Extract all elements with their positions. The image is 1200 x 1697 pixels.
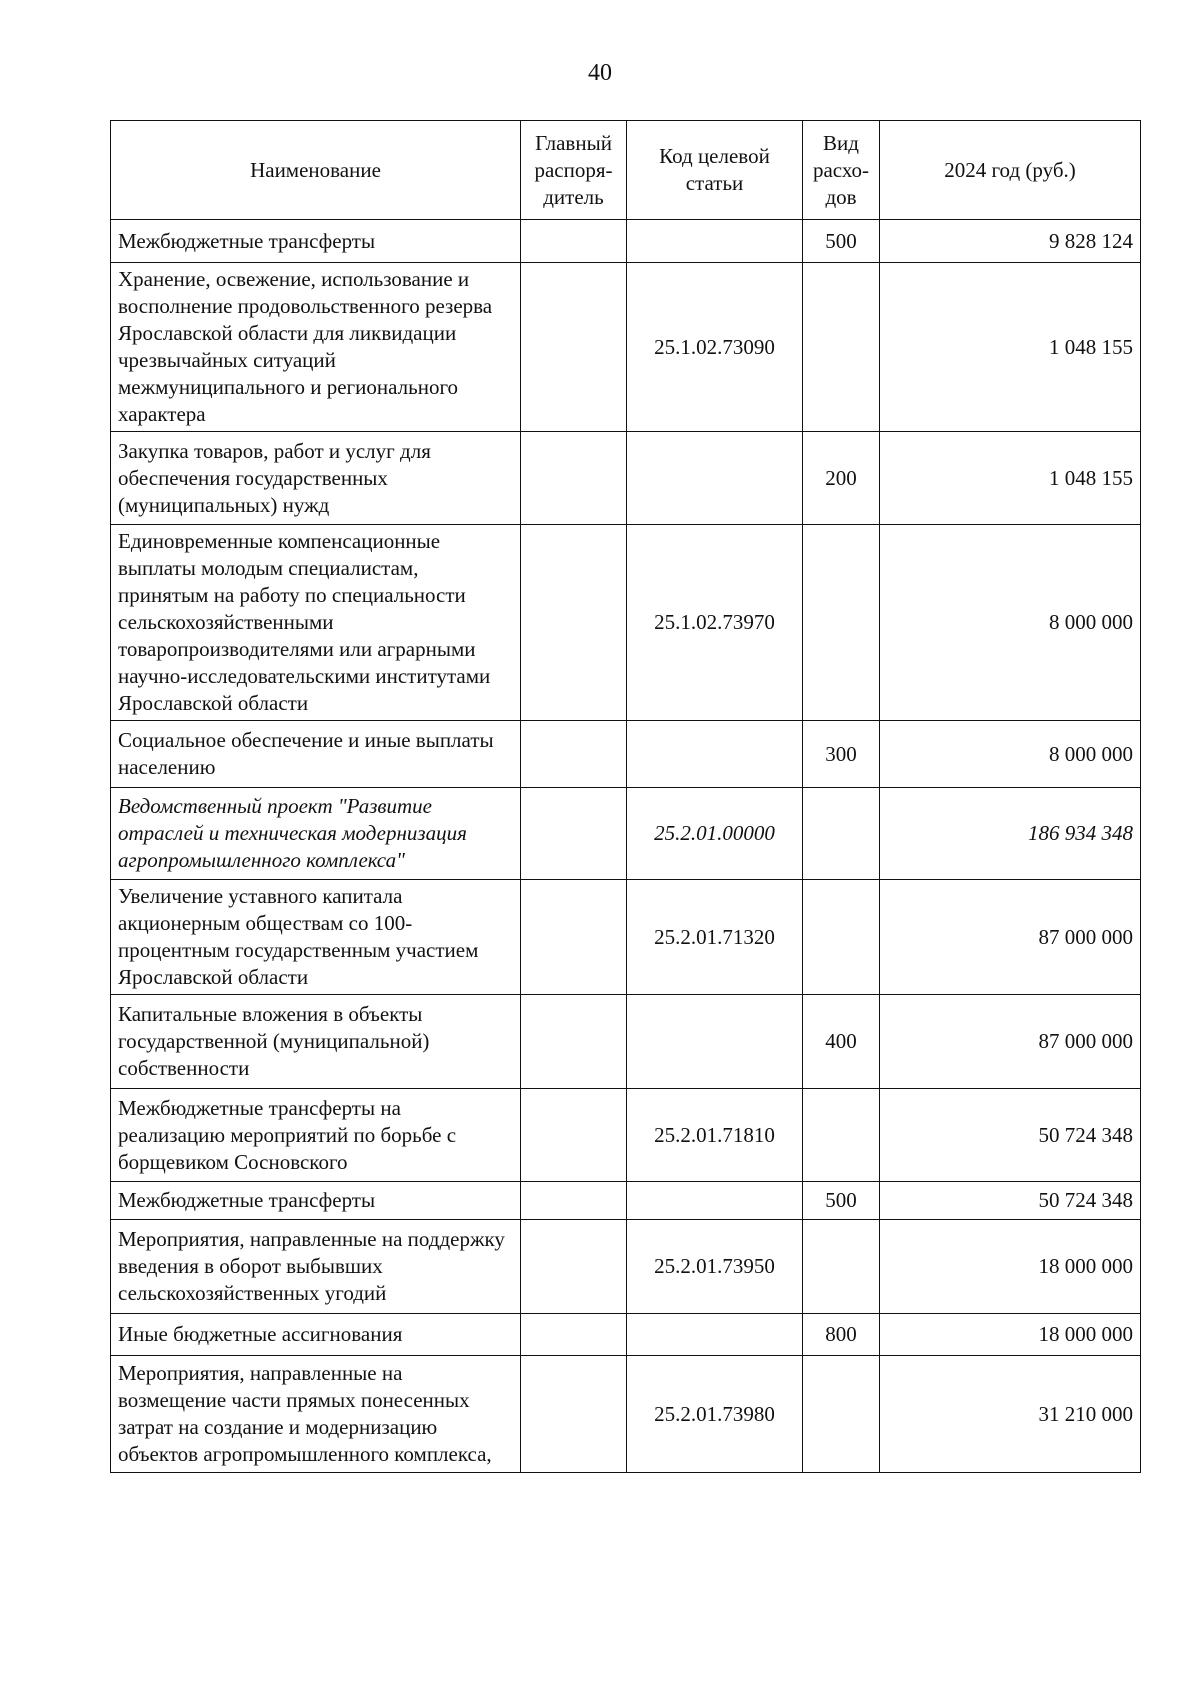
cell-name: Иные бюджетные ассигнования bbox=[111, 1314, 521, 1356]
cell-amount: 8 000 000 bbox=[880, 525, 1141, 721]
cell-amount: 50 724 348 bbox=[880, 1089, 1141, 1182]
cell-code bbox=[627, 995, 803, 1089]
cell-amount: 50 724 348 bbox=[880, 1182, 1141, 1220]
cell-name: Межбюджетные трансферты на реализацию мероприятий по борьбе с борщевиком Сосновского bbox=[111, 1089, 521, 1182]
table-row bbox=[111, 263, 1141, 432]
table-row bbox=[111, 880, 1141, 995]
cell-code: 25.2.01.71320 bbox=[627, 880, 803, 995]
cell-type bbox=[803, 788, 880, 880]
header-type: Вид расхо-дов bbox=[803, 121, 880, 220]
cell-distributor bbox=[521, 1314, 627, 1356]
header-name: Наименование bbox=[111, 121, 521, 220]
cell-distributor bbox=[521, 263, 627, 432]
cell-type: 400 bbox=[803, 995, 880, 1089]
cell-type: 500 bbox=[803, 1182, 880, 1220]
table-body bbox=[111, 220, 1141, 1473]
budget-table bbox=[110, 120, 1141, 1473]
cell-distributor bbox=[521, 525, 627, 721]
table-row bbox=[111, 1356, 1141, 1473]
header-code: Код целевой статьи bbox=[627, 121, 803, 220]
table-row bbox=[111, 1089, 1141, 1182]
cell-amount: 1 048 155 bbox=[880, 432, 1141, 525]
cell-distributor bbox=[521, 432, 627, 525]
cell-type: 500 bbox=[803, 220, 880, 263]
cell-code: 25.1.02.73970 bbox=[627, 525, 803, 721]
cell-type bbox=[803, 263, 880, 432]
cell-type: 800 bbox=[803, 1314, 880, 1356]
cell-distributor bbox=[521, 995, 627, 1089]
cell-name: Мероприятия, направленные на возмещение части прямых понесенных затрат на создание и модернизацию объектов агропромышленного комплекса, bbox=[111, 1356, 521, 1473]
cell-name: Увеличение уставного капитала акционерным обществам со 100-процентным государственным участием Ярославской области bbox=[111, 880, 521, 995]
cell-amount: 8 000 000 bbox=[880, 721, 1141, 788]
header-amount: 2024 год (руб.) bbox=[880, 121, 1141, 220]
cell-code bbox=[627, 220, 803, 263]
cell-type: 300 bbox=[803, 721, 880, 788]
cell-type bbox=[803, 880, 880, 995]
cell-code: 25.2.01.73980 bbox=[627, 1356, 803, 1473]
cell-distributor bbox=[521, 1182, 627, 1220]
page-number: 40 bbox=[588, 60, 612, 86]
cell-amount: 87 000 000 bbox=[880, 995, 1141, 1089]
cell-code bbox=[627, 1182, 803, 1220]
cell-amount: 9 828 124 bbox=[880, 220, 1141, 263]
cell-distributor bbox=[521, 220, 627, 263]
cell-distributor bbox=[521, 788, 627, 880]
cell-type bbox=[803, 1089, 880, 1182]
cell-name: Единовременные компенсационные выплаты молодым специалистам, принятым на работу по специальности сельскохозяйственными товаропроизводителями или аграрными научно-исследовательскими институтами Ярославской области bbox=[111, 525, 521, 721]
table-row bbox=[111, 1220, 1141, 1314]
cell-name: Ведомственный проект "Развитие отраслей и техническая модернизация агропромышленного комплекса" bbox=[111, 788, 521, 880]
cell-distributor bbox=[521, 721, 627, 788]
cell-name: Межбюджетные трансферты bbox=[111, 1182, 521, 1220]
cell-amount: 31 210 000 bbox=[880, 1356, 1141, 1473]
cell-code: 25.2.01.73950 bbox=[627, 1220, 803, 1314]
cell-code: 25.2.01.71810 bbox=[627, 1089, 803, 1182]
table-row bbox=[111, 220, 1141, 263]
cell-amount: 18 000 000 bbox=[880, 1314, 1141, 1356]
table-row bbox=[111, 995, 1141, 1089]
cell-code bbox=[627, 432, 803, 525]
cell-type bbox=[803, 525, 880, 721]
cell-distributor bbox=[521, 1220, 627, 1314]
cell-type bbox=[803, 1356, 880, 1473]
cell-distributor bbox=[521, 880, 627, 995]
cell-name: Социальное обеспечение и иные выплаты населению bbox=[111, 721, 521, 788]
cell-distributor bbox=[521, 1089, 627, 1182]
table-row bbox=[111, 525, 1141, 721]
cell-name: Мероприятия, направленные на поддержку введения в оборот выбывших сельскохозяйственных угодий bbox=[111, 1220, 521, 1314]
table-row bbox=[111, 432, 1141, 525]
cell-code bbox=[627, 1314, 803, 1356]
cell-distributor bbox=[521, 1356, 627, 1473]
cell-name: Капитальные вложения в объекты государственной (муниципальной) собственности bbox=[111, 995, 521, 1089]
cell-amount: 87 000 000 bbox=[880, 880, 1141, 995]
cell-name: Закупка товаров, работ и услуг для обеспечения государственных (муниципальных) нужд bbox=[111, 432, 521, 525]
table-row bbox=[111, 788, 1141, 880]
cell-name: Межбюджетные трансферты bbox=[111, 220, 521, 263]
cell-code: 25.1.02.73090 bbox=[627, 263, 803, 432]
table-header-row bbox=[111, 121, 1141, 220]
cell-amount: 1 048 155 bbox=[880, 263, 1141, 432]
cell-amount: 18 000 000 bbox=[880, 1220, 1141, 1314]
table-row bbox=[111, 1314, 1141, 1356]
cell-type bbox=[803, 1220, 880, 1314]
cell-amount: 186 934 348 bbox=[880, 788, 1141, 880]
cell-type: 200 bbox=[803, 432, 880, 525]
cell-name: Хранение, освежение, использование и восполнение продовольственного резерва Ярославской области для ликвидации чрезвычайных ситуаций межмуниципального и регионального характера bbox=[111, 263, 521, 432]
cell-code bbox=[627, 721, 803, 788]
table-row bbox=[111, 1182, 1141, 1220]
header-distributor: Главный распоря-дитель bbox=[521, 121, 627, 220]
table-row bbox=[111, 721, 1141, 788]
cell-code: 25.2.01.00000 bbox=[627, 788, 803, 880]
